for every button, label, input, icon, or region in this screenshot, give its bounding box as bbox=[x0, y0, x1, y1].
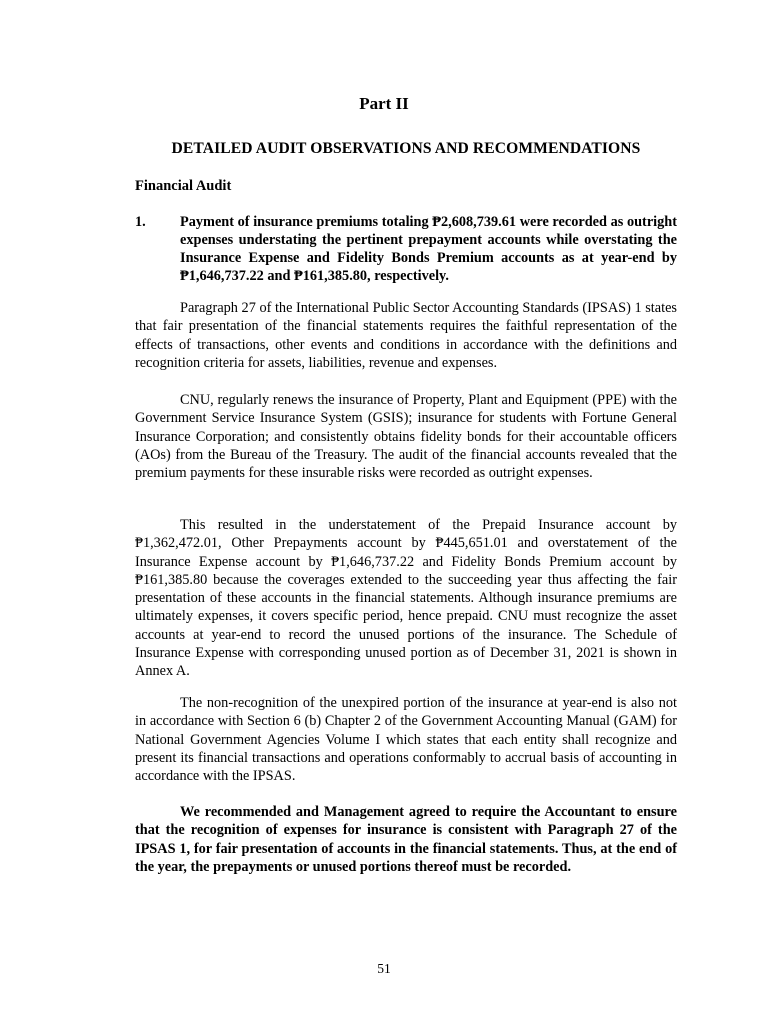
finding-number: 1. bbox=[135, 214, 146, 230]
main-heading: DETAILED AUDIT OBSERVATIONS AND RECOMMENDATIONS bbox=[171, 140, 641, 157]
finding-statement: Payment of insurance premiums totaling ₱2,608,739.61 were recorded as outright expenses understating the pertinent prepayment accounts while overstating the Insurance Expense and Fidelity Bonds Premium accounts as at year-end by ₱1,646,737.22 and ₱161,385.80, respectively. bbox=[180, 214, 677, 284]
part-title: Part II bbox=[359, 94, 409, 113]
page-number: 51 bbox=[377, 961, 391, 976]
paragraph-gam-reference: The non-recognition of the unexpired portion of the insurance at year-end is also not in accordance with Section 6 (b) Chapter 2 of the Government Accounting Manual (GAM) for National Government Agencies Volume I which states that each entity shall recognize and present its financial transactions and operations conformably to accrual basis of accounting in accordance with the IPSAS. bbox=[135, 695, 677, 785]
recommendation-paragraph: We recommended and Management agreed to require the Accountant to ensure that the recognition of expenses for insurance is consistent with Paragraph 27 of the IPSAS 1, for fair presentation of accounts in the financial statements. Thus, at the end of the year, the prepayments or unused portions thereof must be recorded. bbox=[135, 804, 677, 875]
paragraph-ipsas-reference: Paragraph 27 of the International Public Sector Accounting Standards (IPSAS) 1 states that fair presentation of the financial statements requires the faithful representation of the effects of transactions, other events and conditions in accordance with the definitions and recognition criteria for assets, liabilities, revenue and expenses. bbox=[135, 300, 677, 371]
paragraph-understatement-effect: This resulted in the understatement of the Prepaid Insurance account by ₱1,362,472.01, Other Prepayments account by ₱445,651.01 and overstatement of the Insurance Expense account by ₱1,646,737.22 and Fidelity Bonds Premium account by ₱161,385.80 because the coverages extended to the succeeding year thus affecting the fair presentation of these accounts in the financial statements. Although insurance premiums are ultimately expenses, it covers specific period, hence prepaid. CNU must recognize the asset accounts at year-end to record the unused portions of the insurance. The Schedule of Insurance Expense with corresponding unused portion as of December 31, 2021 is shown in Annex A. bbox=[135, 517, 677, 680]
paragraph-insurance-practice: CNU, regularly renews the insurance of Property, Plant and Equipment (PPE) with the Government Service Insurance System (GSIS); insurance for students with Fortune General Insurance Corporation; and consistently obtains fidelity bonds for their accountable officers (AOs) from the Bureau of the Treasury. The audit of the financial accounts revealed that the premium payments for these insurable risks were recorded as outright expenses. bbox=[135, 392, 677, 482]
section-heading: Financial Audit bbox=[135, 178, 232, 194]
